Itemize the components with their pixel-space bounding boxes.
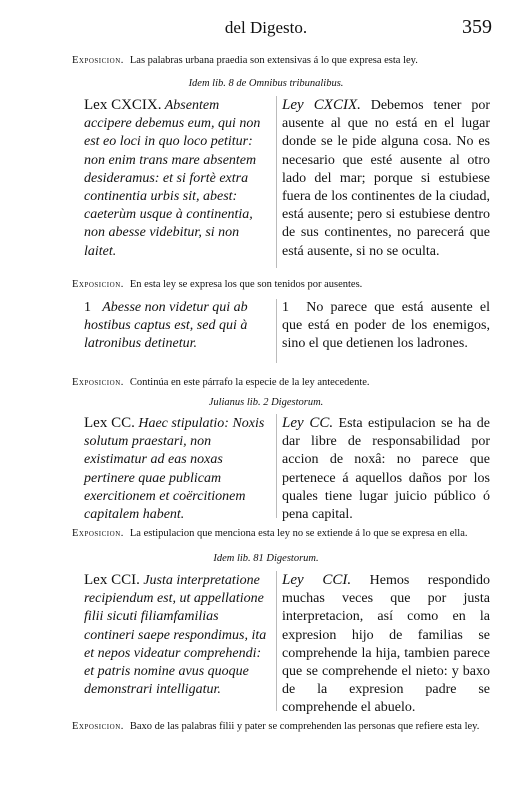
spanish-law-text: Debemos tener por ausente al que no está en el lugar donde se le pide alguna cosa. No es necesario que esté ausente al otro lado del mar; porque si estubiese fuera de los continentes de la ciudad, está ausente; pero si estubiese dentro de sus continentes, no parecerá que está ausente, si no se oculta.	[282, 98, 490, 259]
spanish-text-block	[282, 96, 490, 261]
exposicion-text: La estipulacion que menciona esta ley no se extiende á lo que se expresa en ella.	[129, 528, 468, 539]
latin-law-label: Lex CXCIX.	[84, 97, 162, 113]
spanish-law-text: Esta estipulacion se ha de dar libre de responsabilidad por accion de noxâ: no parece que pertenece á aquellos daños por los quales tiene lugar juicio público ó pena capital.	[282, 416, 491, 523]
spanish-text-block	[282, 414, 490, 524]
latin-law-label: Lex CCI.	[84, 572, 140, 588]
exposicion-text: Continúa en este párrafo la especie de la ley antecedente.	[129, 377, 370, 388]
page-number: 359	[462, 16, 492, 38]
source-citation: Julianus lib. 2 Digestorum.	[208, 397, 324, 408]
exposicion-note	[72, 278, 492, 291]
spanish-law-label: Ley CCI.	[282, 572, 352, 588]
exposicion-note	[72, 54, 492, 67]
spanish-text-block	[282, 299, 490, 354]
spanish-law-label: Ley CC.	[282, 415, 334, 431]
exposicion-text: En esta ley se expresa los que son tenidos por ausentes.	[129, 279, 363, 290]
exposicion-text: Baxo de las palabras filii y pater se comprehenden las personas que refiere esta ley.	[129, 721, 480, 732]
latin-law-text: Haec stipulatio: Noxis solutum praestari, non existimatur ad eas noxas pertinere quae publicam exercitionem et coërcitionem capitalem habent.	[84, 416, 265, 523]
source-citation: Idem lib. 8 de Omnibus tribunalibus.	[188, 78, 344, 89]
column-divider	[276, 571, 277, 711]
exposicion-note	[72, 376, 492, 389]
exposicion-text: Las palabras urbana praedia son extensivas á lo que expresa esta ley.	[129, 55, 418, 66]
source-citation: Idem lib. 81 Digestorum.	[213, 553, 319, 564]
exposicion-label: Exposicion.	[72, 721, 124, 732]
latin-text-block	[84, 571, 268, 699]
running-header	[0, 18, 532, 44]
spanish-text-block	[282, 571, 490, 718]
latin-law-text: Absentem accipere debemus eum, qui non est eo loci in quo loco petitur: non enim trans mare absentem desideramus: et si fortè extra continentia urbis sit, abest: caeterùm usque à continentia, non abesse videbitur, si non laitet.	[84, 98, 261, 259]
column-divider	[276, 299, 277, 363]
exposicion-note	[72, 527, 492, 540]
exposicion-label: Exposicion.	[72, 55, 124, 66]
exposicion-label: Exposicion.	[72, 377, 124, 388]
paragraph-number: 1	[84, 300, 91, 315]
exposicion-note	[72, 720, 492, 733]
spanish-law-text: Hemos respondido muchas veces que por justa interpretacion, así como en la expresion hijo de familias se comprehende la hija, tambien parece que se comprehende el nieto: y baxo de la expresion padre se comprehende el abuelo.	[282, 573, 490, 716]
latin-law-label: Lex CC.	[84, 415, 135, 431]
latin-text-block	[84, 96, 268, 261]
column-divider	[276, 96, 277, 268]
page-title: del Digesto.	[224, 18, 308, 37]
paragraph-number: 1	[282, 300, 289, 315]
spanish-law-label: Ley CXCIX.	[282, 97, 361, 113]
latin-law-text: Abesse non videtur qui ab hostibus captus est, sed qui à latronibus detinetur.	[84, 300, 248, 352]
column-divider	[276, 414, 277, 518]
spanish-law-text: No parece que está ausente el que está en poder de los enemigos, sino el que detienen los ladrones.	[282, 300, 490, 352]
latin-law-text: Justa interpretatione recipiendum est, ut appellatione filii sicuti filiamfamilias contineri saepe respondimus, ita et nepos videatur comprehendi: et patris nomine avus quoque demonstrari intelligatur.	[84, 573, 267, 698]
latin-text-block	[84, 299, 268, 354]
latin-text-block	[84, 414, 268, 524]
exposicion-label: Exposicion.	[72, 279, 124, 290]
exposicion-label: Exposicion.	[72, 528, 124, 539]
